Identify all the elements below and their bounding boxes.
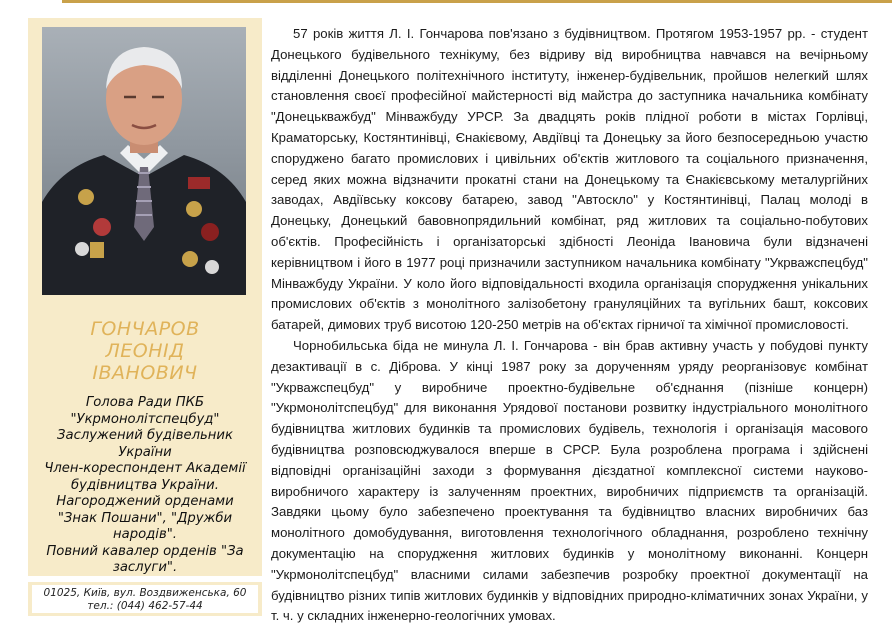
portrait-photo xyxy=(42,27,246,295)
top-divider xyxy=(62,0,892,3)
portrait-illustration xyxy=(42,27,246,295)
name-line: ЛЕОНІД xyxy=(105,340,185,362)
person-name xyxy=(28,318,262,384)
bio-line: Повний кавалер орденів "За xyxy=(46,543,244,559)
bio-line: "Знак Пошани", "Дружби xyxy=(57,510,233,526)
bio-line: Член-кореспондент Академії xyxy=(44,461,246,476)
name-line: ГОНЧАРОВ xyxy=(90,318,200,340)
name-line: ІВАНОВИЧ xyxy=(92,362,198,384)
article-paragraph: 57 років життя Л. І. Гончарова пов'язано з будівництвом. Протягом 1953-1957 рр. - студент Донецького будівельного технікуму, без відриву від виробництва навчався на вечірньому відділенні Донецького політехнічного інституту, інженер-будівельник, пройшов нелегкий шлях становлення своєї професійної майстерності від майстра до заступника начальника комбінату "Донецькважбуд" Мінважбуду УРСР. За двадцять років плідної роботи в містах Горлівці, Краматорську, Костянтинівці, Єнакієвому, Авдіївці та Донецьку за його безпосередньою участю споруджено багато промислових і цивільних об'єктів житлового та соціального призначення, серед яких можна відзначити прокатні стани на Донецькому та Єнакієвському металургійних заводах, Авдіївську коксову батарею, завод "Автоскло" у Костянтинівці, Палац молоді в Донецьку, Донецький бавовнопрядильний комбінат, ряд житлових та соціально-побутових об'єктів. Професійність і організаторські здібності Леоніда Івановича були відзначені керівництвом і його в 1977 році призначили заступником начальника комбінату "Укрважспецбуд" Мінважбуду України. У коло його відповідальності входила організація спорудження унікальних промислових об'єктів з монолітного залізобетону грануляційних та вугільних башт, коксових батарей, димових труб висотою 120-250 метрів на об'єктах гірничої та хімічної промисловості. xyxy=(271,26,868,333)
bio-line: народів". xyxy=(113,527,177,542)
bio-line: будівництва України. xyxy=(71,477,219,493)
bio-line: Нагороджений орденами xyxy=(56,494,234,509)
bio-line: України xyxy=(118,444,172,460)
address-text xyxy=(32,585,258,613)
bio-line: Голова Ради ПКБ xyxy=(85,395,205,410)
article-body xyxy=(271,24,868,627)
article-paragraph: Чорнобильська біда не минула Л. І. Гончарова - він брав активну участь у побудові пункту дезактивації в с. Діброва. У кінці 1987 року за дорученням уряду реорганізовує комбінат "Укрважспецбуд" у виробниче проектно-будівельне об'єднання (пізніше концерн) "Укрмонолітспецбуд" для виконання Урядової постанови розвитку індустріального монолітного будівництва житлових будинків та промислових будівель, технологія і організація масового будівництва розповсюджувалося вперше в СРСР. Була розроблена програма і здійснені відповідні організаційні заходи з формування дієздатної комплексної системи науково-виробничого характеру із залученням проектних, виробничих підприємств та організацій. Завдяки цьому було забезпечено проектування та будівництво власних виробничих баз монолітного домобудування, виготовлення технологічного обладнання, розроблено технічну документацію на спорудження житлових будинків у монолітному виконанні. Концерн "Укрмонолітспецбуд" власними силами забезпечив розробку проектної документації на будівництво різних типів житлових будинків у відповідних природно-кліматичних зонах України, у т. ч. у складних інженерно-геологічних умовах. xyxy=(271,337,868,624)
phone-line: тел.: (044) 462-57-44 xyxy=(87,600,203,612)
bio-line: Заслужений будівельник xyxy=(57,428,233,443)
address-line: 01025, Київ, вул. Воздвиженська, 60 xyxy=(43,587,247,599)
address-box xyxy=(28,582,262,616)
bio-line: заслуги". xyxy=(112,560,178,575)
person-bio xyxy=(34,395,256,577)
bio-line: "Укрмонолітспецбуд" xyxy=(70,411,220,427)
